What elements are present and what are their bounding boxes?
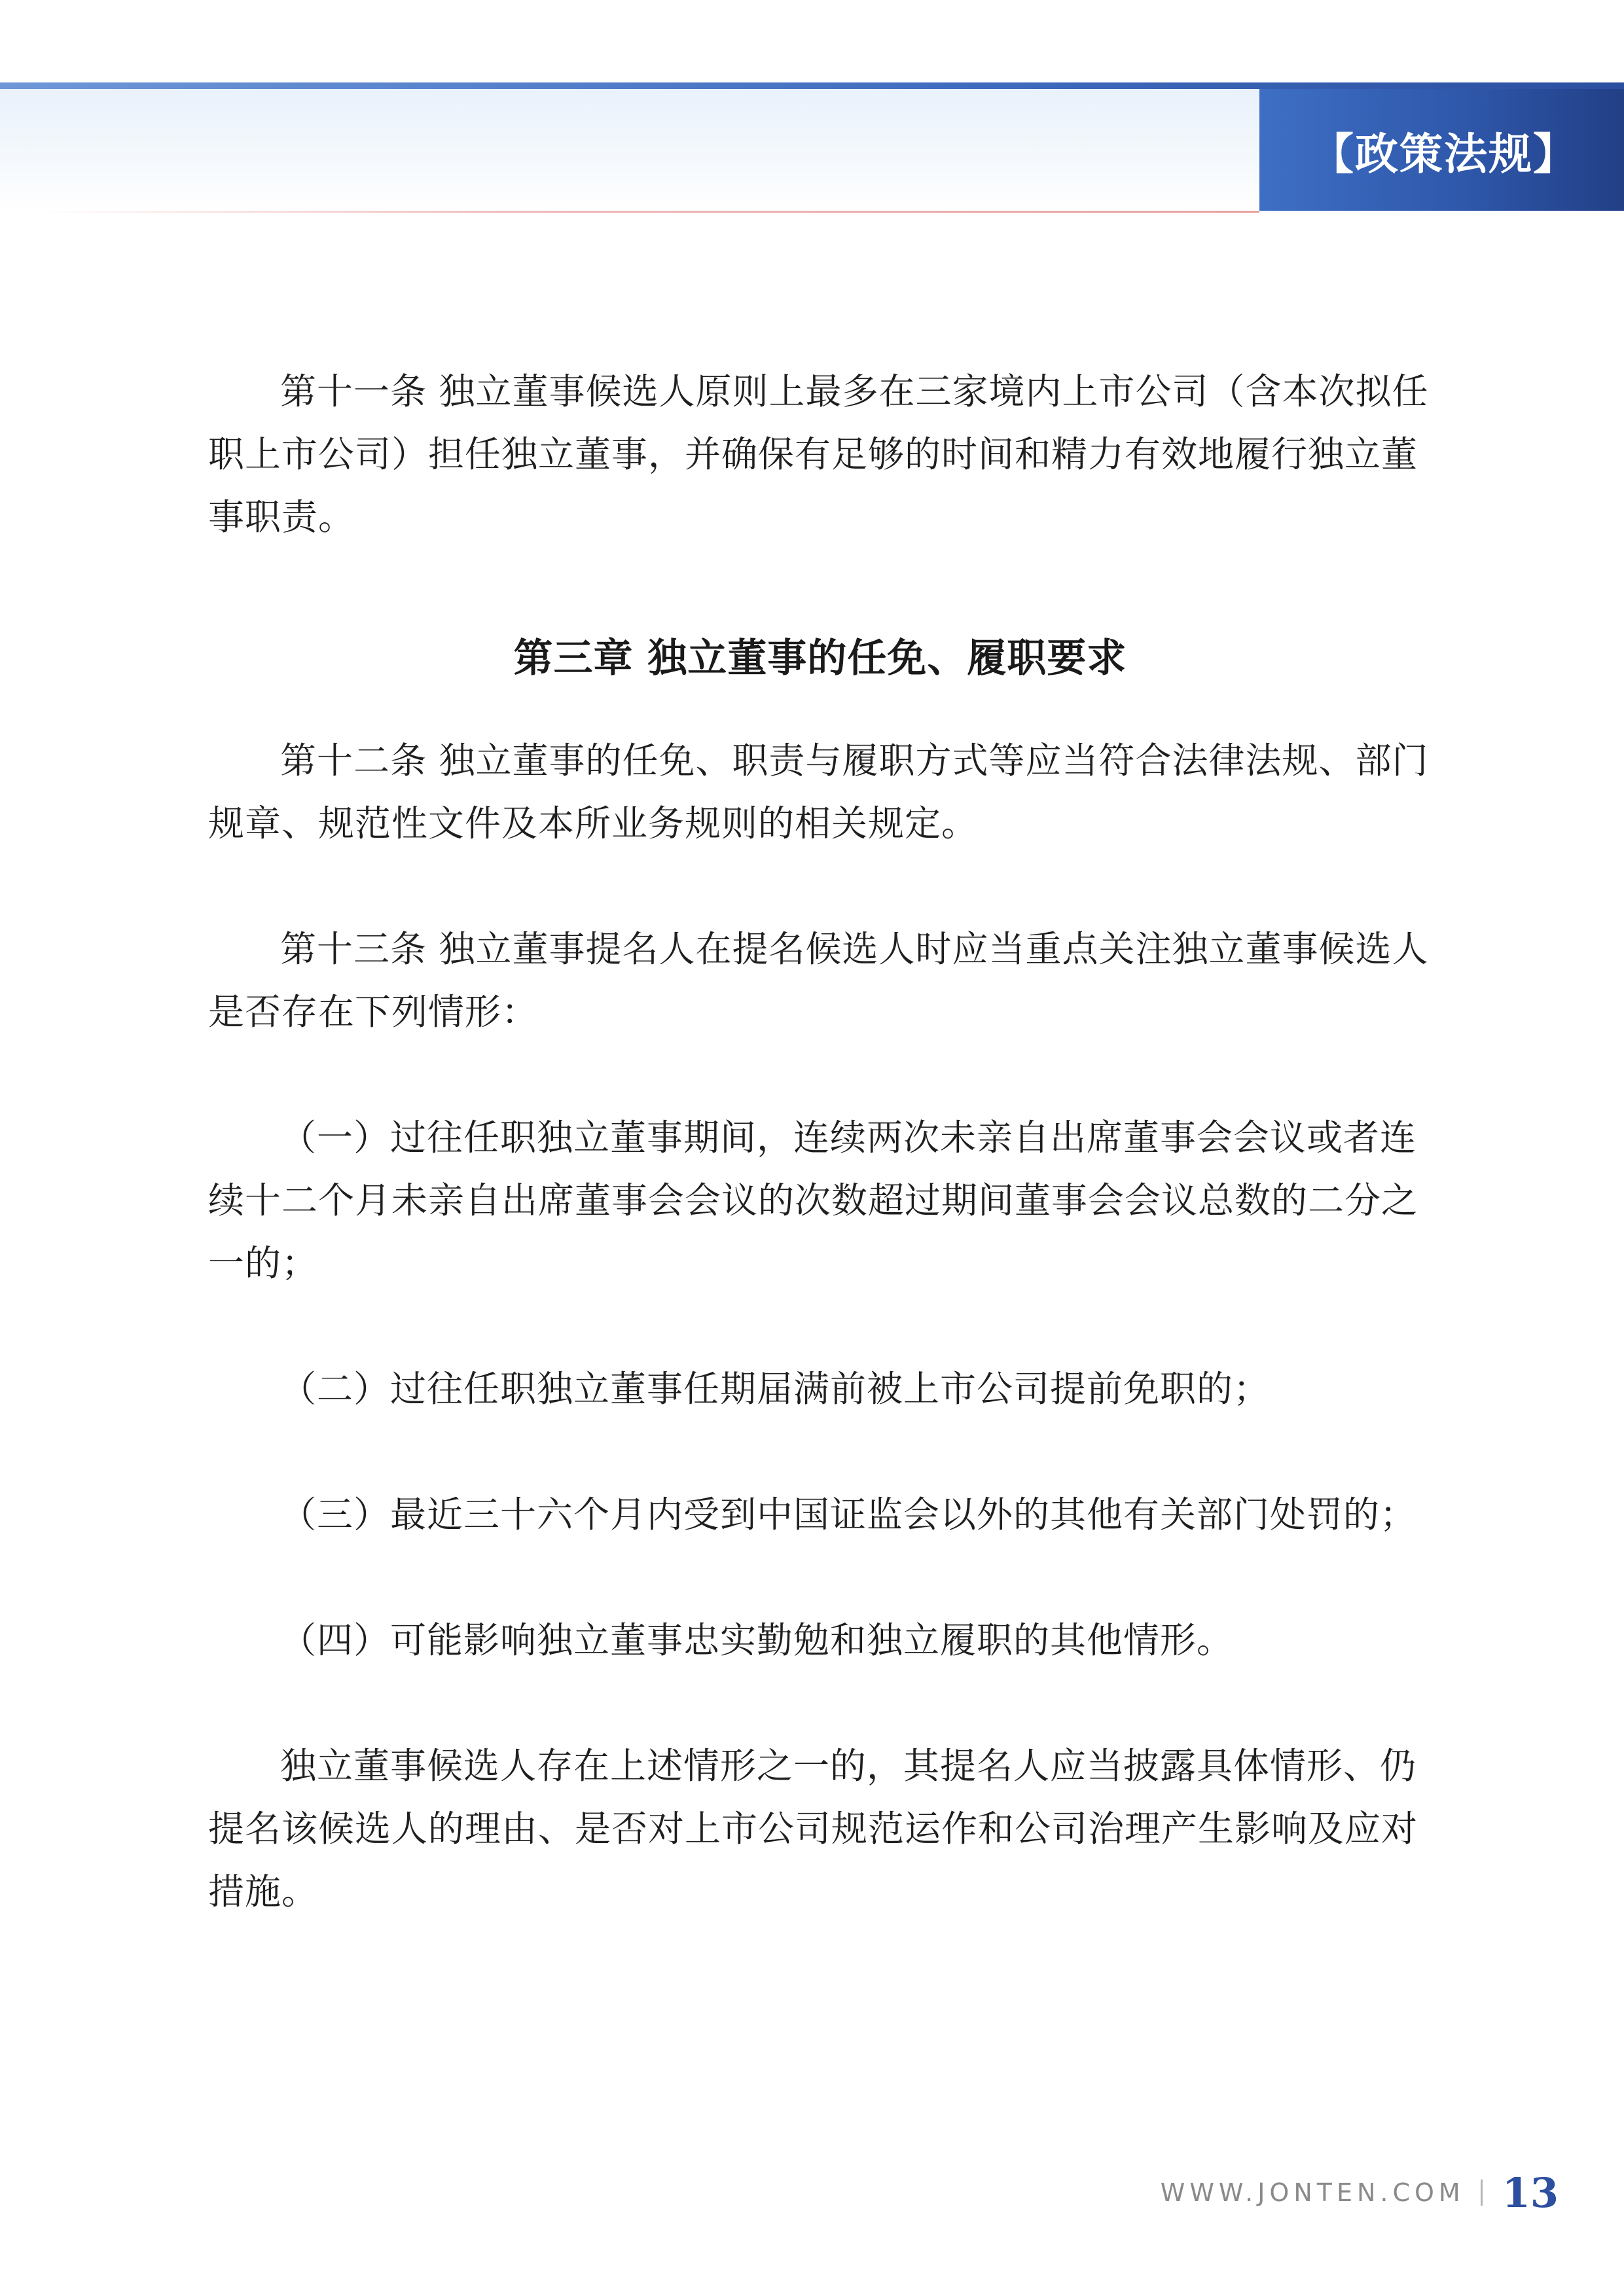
list-item-4: （四）可能影响独立董事忠实勤勉和独立履职的其他情形。 [280,1619,1234,1661]
spacer [208,1043,1432,1106]
spacer [208,548,1432,627]
chapter-title: 第三章 独立董事的任免、履职要求 [513,636,1127,681]
footer-divider [1481,2179,1483,2206]
article-11: 第十一条 独立董事候选人原则上最多在三家境内上市公司（含本次拟任职上市公司）担任独立董事，并确保有足够的时间和精力有效地履行独立董事职责。 [208,370,1429,538]
spacer [208,690,1432,729]
page-number: 13 [1502,2168,1559,2217]
header-underline [39,211,1259,213]
article-12: 第十二条 独立董事的任免、职责与履职方式等应当符合法律法规、部门规章、规范性文件及本所业务规则的相关规定。 [208,740,1429,844]
website-url: WWW.JONTEN.COM [1160,2178,1465,2207]
section-tab [1259,89,1624,211]
spacer [208,855,1432,918]
spacer [208,1295,1432,1357]
page-footer [1161,2160,1559,2225]
spacer [208,1420,1432,1483]
section-label: 【政策法规】 [1310,128,1578,179]
list-item-3: （三）最近三十六个月内受到中国证监会以外的其他有关部门处罚的； [280,1494,1417,1535]
closing-paragraph: 独立董事候选人存在上述情形之一的，其提名人应当披露具体情形、仍提名该候选人的理由、是否对上市公司规范运作和公司治理产生影响及应对措施。 [208,1745,1418,1912]
list-item-1: （一）过往任职独立董事期间，连续两次未亲自出席董事会会议或者连续十二个月未亲自出席董事会会议的次数超过期间董事会会议总数的二分之一的； [208,1117,1418,1284]
header-band [0,89,1259,211]
list-item-2: （二）过往任职独立董事任期届满前被上市公司提前免职的； [280,1368,1271,1410]
page-content [208,360,1432,1923]
article-13: 第十三条 独立董事提名人在提名候选人时应当重点关注独立董事候选人是否存在下列情形： [208,928,1429,1033]
spacer [208,1546,1432,1609]
spacer [208,1672,1432,1734]
header-top-line [0,82,1624,89]
